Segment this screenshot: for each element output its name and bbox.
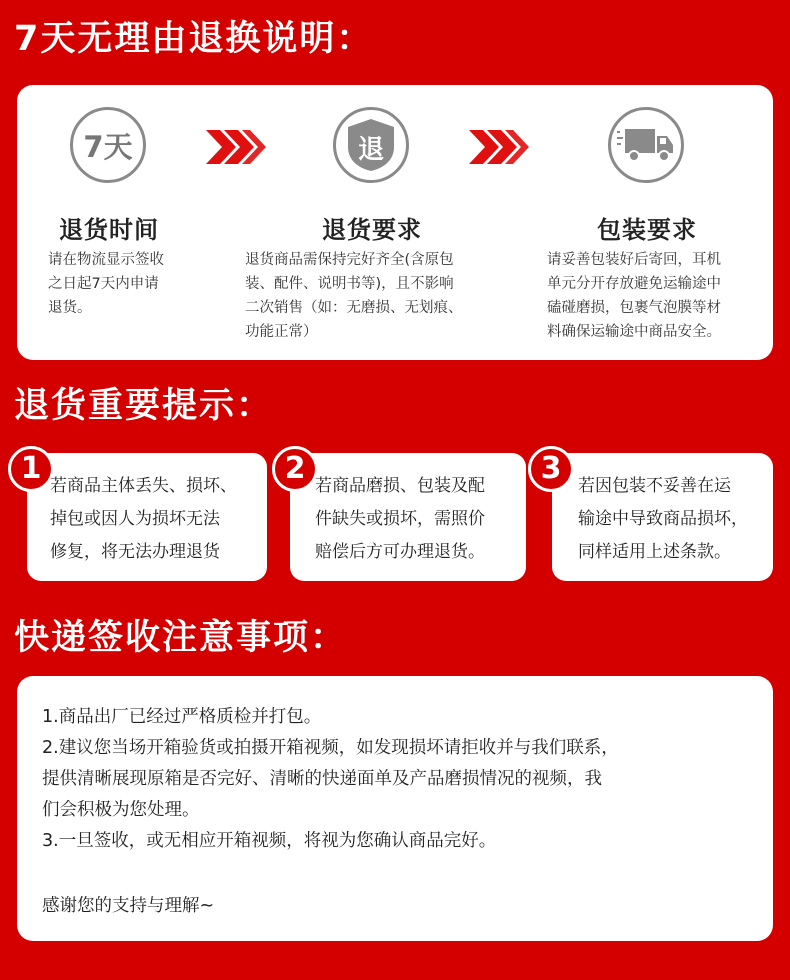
chevron-right-icon [206, 130, 266, 164]
truck-shape [617, 127, 675, 163]
tip-number-badge: 3 [528, 446, 574, 492]
step-description: 退货商品需保持完好齐全(含原包 装、配件、说明书等)，且不影响 二次销售（如：无磨损、无划痕、 功能正常） [245, 252, 463, 340]
tip-number-badge: 1 [8, 446, 54, 492]
return-process-card [17, 85, 773, 360]
step-description: 请妥善包装好后寄回，耳机 单元分开存放避免运输途中 磕碰磨损，包裹气泡膜等材 料确保运输途中商品安全。 [547, 252, 721, 340]
return-shield-text: 退 [357, 135, 384, 165]
tip-text: 若因包装不妥善在运 输途中导致商品损坏， 同样适用上述条款。 [578, 476, 748, 562]
delivery-truck-icon [608, 107, 684, 183]
page-title: 7天无理由退换说明： [14, 19, 374, 59]
step-title: 包装要求 [597, 216, 697, 244]
tip-number-badge: 2 [272, 446, 318, 492]
notes-heading: 快递签收注意事项： [14, 618, 348, 658]
note-item: 3.一旦签收，或无相应开箱视频，将视为您确认商品完好。 [42, 831, 497, 851]
seven-days-icon-text: 7天 [83, 129, 133, 164]
step-title: 退货时间 [59, 216, 159, 244]
step-title: 退货要求 [322, 216, 422, 244]
tip-text: 若商品主体丢失、损坏、 掉包或因人为损坏无法 修复，将无法办理退货 [50, 476, 237, 562]
note-item: 2.建议您当场开箱验货或拍摄开箱视频，如发现损坏请拒收并与我们联系， 提供清晰展现原箱是否完好、清晰的快递面单及产品磨损情况的视频，我 们会积极为您处理。 [42, 738, 619, 820]
thank-you-note: 感谢您的支持与理解~ [42, 896, 215, 916]
step-description: 请在物流显示签收 之日起7天内申请 退货。 [48, 252, 164, 316]
tips-heading: 退货重要提示： [14, 386, 274, 426]
tip-text: 若商品磨损、包装及配 件缺失或损坏，需照价 赔偿后方可办理退货。 [315, 476, 485, 562]
note-item: 1.商品出厂已经过严格质检并打包。 [42, 707, 322, 727]
notes-card [17, 676, 773, 941]
return-shield-icon [333, 107, 409, 183]
chevron-right-icon [469, 130, 529, 164]
seven-days-icon [70, 107, 146, 183]
